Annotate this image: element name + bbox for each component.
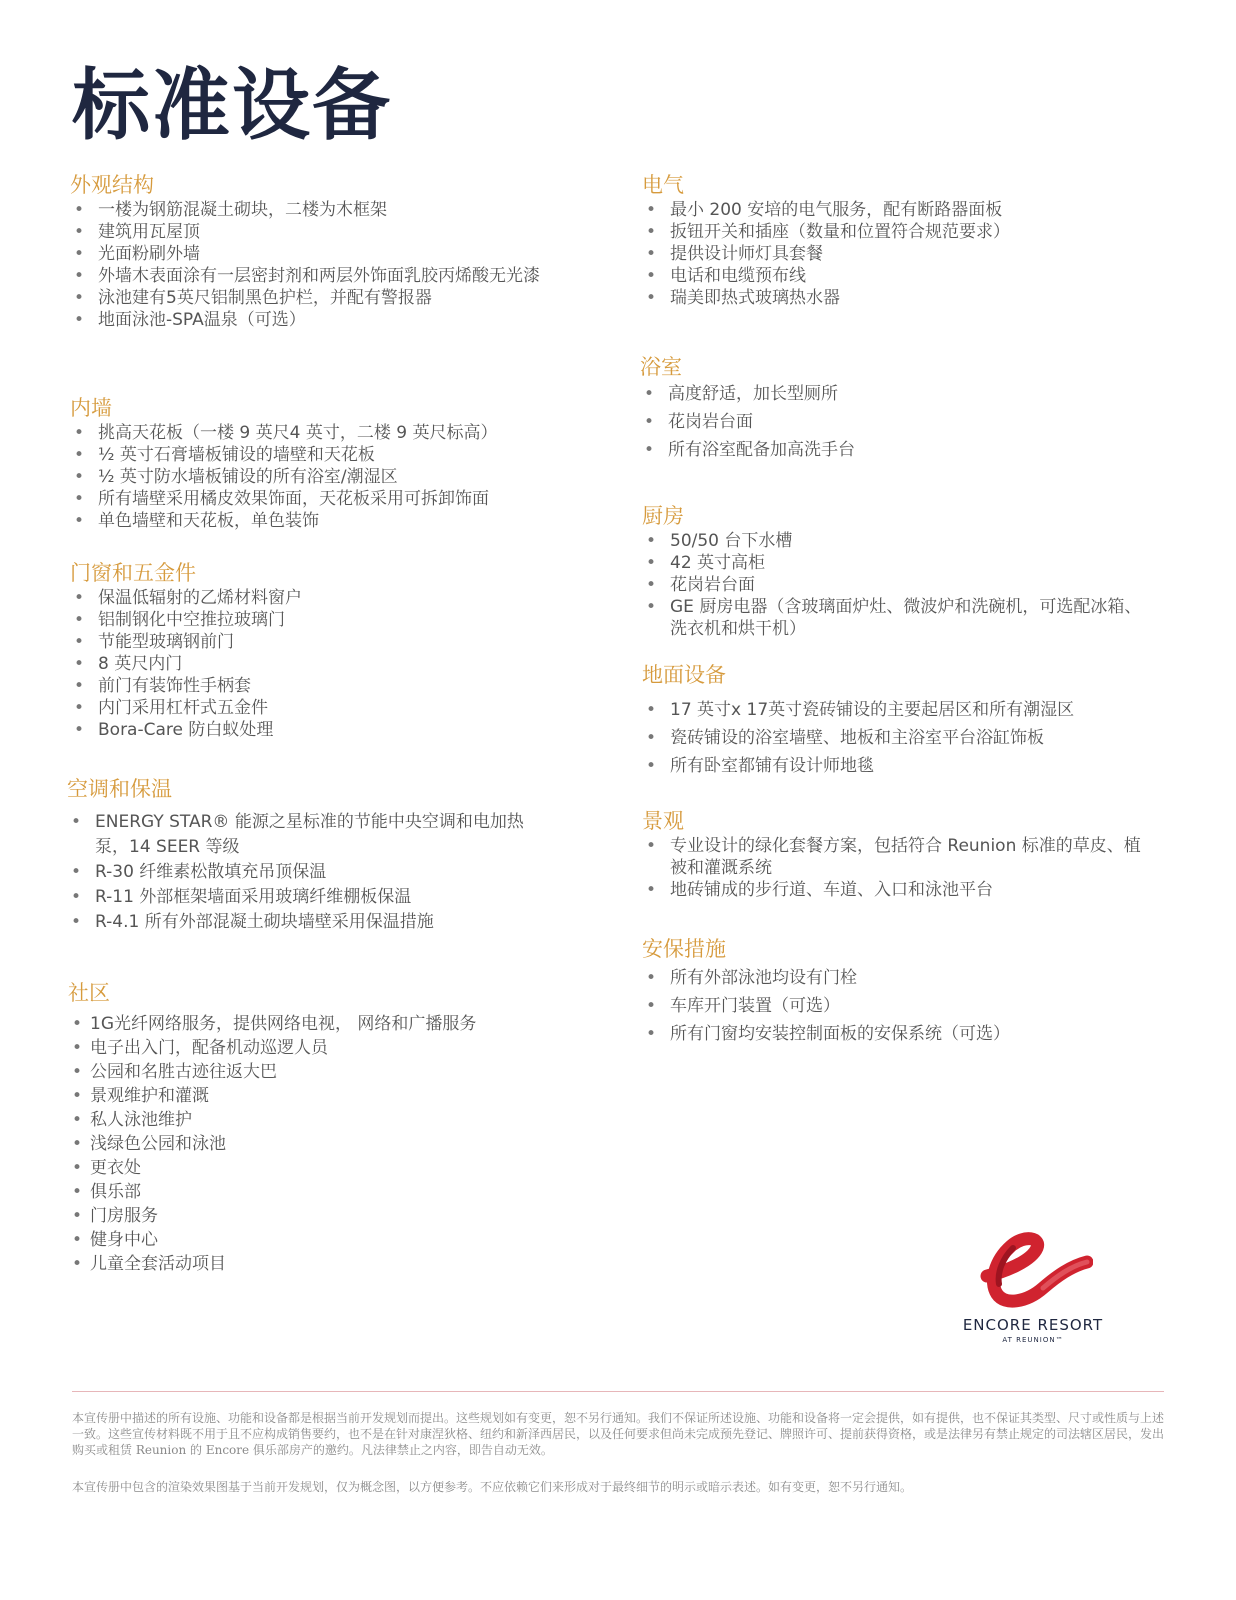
section-heading-security: 安保措施 <box>642 937 726 961</box>
list-item: • ½ 英寸石膏墙板铺设的墙壁和天花板 <box>70 444 590 466</box>
list-item: • ENERGY STAR® 能源之星标准的节能中央空调和电加热泵，14 SEER 等级 <box>67 810 549 860</box>
footer-divider <box>72 1391 1164 1392</box>
list-item: • 光面粉刷外墙 <box>70 243 570 265</box>
list-item: • 42 英寸高柜 <box>642 552 1152 574</box>
section-landscape <box>642 808 1152 901</box>
disclaimer-paragraph-1: 本宣传册中描述的所有设施、功能和设备都是根据当前开发规划而提出。这些规划如有变更，恕不另行通知。我们不保证所述设施、功能和设备将一定会提供，如有提供，也不保证其类型、尺寸或性质与上述一致。这些宣传材料既不用于且不应构成销售要约，也不是在针对康涅狄格、纽约和新泽西居民，以及任何要求但尚未完成预先登记、牌照许可、提前获得资格，或是法律另有禁止规定的司法辖区居民，发出购买或租赁 Reunion 的 Encore 俱乐部房产的邀约。凡法律禁止之内容，即告自动无效。 <box>72 1411 1165 1457</box>
list-item: • 50/50 台下水槽 <box>642 530 1152 552</box>
community-list <box>68 1012 568 1276</box>
bathroom-list <box>640 380 1160 464</box>
list-item: • 铝制钢化中空推拉玻璃门 <box>70 609 570 631</box>
list-item: • 1G光纤网络服务，提供网络电视， 网络和广播服务 <box>68 1012 568 1036</box>
list-item: • 高度舒适，加长型厕所 <box>640 380 1160 408</box>
list-item: • 电话和电缆预布线 <box>642 265 1162 287</box>
list-item: • 前门有装饰性手柄套 <box>70 675 570 697</box>
section-heading-kitchen: 厨房 <box>642 504 684 528</box>
list-item: • 17 英寸x 17英寸瓷砖铺设的主要起居区和所有潮湿区 <box>642 696 1162 724</box>
list-item: • 所有浴室配备加高洗手台 <box>640 436 1160 464</box>
list-item: • 挑高天花板（一楼 9 英尺4 英寸，二楼 9 英尺标高） <box>70 422 590 444</box>
list-item: • 公园和名胜古迹往返大巴 <box>68 1060 568 1084</box>
list-item: • 更衣处 <box>68 1156 568 1180</box>
section-heading-community: 社区 <box>68 981 110 1005</box>
list-item: • 瓷砖铺设的浴室墙壁、地板和主浴室平台浴缸饰板 <box>642 724 1162 752</box>
list-item: • R-11 外部框架墙面采用玻璃纤维棚板保温 <box>67 885 549 910</box>
list-item: • 建筑用瓦屋顶 <box>70 221 570 243</box>
section-heading-hvac: 空调和保温 <box>67 777 172 801</box>
list-item: • 内门采用杠杆式五金件 <box>70 697 570 719</box>
list-item: • 一楼为钢筋混凝土砌块，二楼为木框架 <box>70 199 570 221</box>
list-item: • 车库开门装置（可选） <box>642 992 1162 1020</box>
list-item: • 瑞美即热式玻璃热水器 <box>642 287 1162 309</box>
list-item: • 地砖铺成的步行道、车道、入口和泳池平台 <box>642 879 1152 901</box>
section-kitchen <box>642 503 1152 640</box>
section-heading-exterior: 外观结构 <box>70 173 154 197</box>
list-item: • 提供设计师灯具套餐 <box>642 243 1162 265</box>
section-heading-electrical: 电气 <box>642 173 684 197</box>
list-item: • 外墙木表面涂有一层密封剂和两层外饰面乳胶丙烯酸无光漆 <box>70 265 570 287</box>
kitchen-list <box>642 530 1152 640</box>
security-list <box>642 964 1162 1048</box>
doors-list <box>70 587 570 741</box>
section-community <box>68 980 568 1276</box>
flooring-list <box>642 696 1162 780</box>
section-heading-landscape: 景观 <box>642 809 684 833</box>
section-heading-interior: 内墙 <box>70 396 112 420</box>
list-item: • R-4.1 所有外部混凝土砌块墙壁采用保温措施 <box>67 910 549 935</box>
list-item: • 所有卧室都铺有设计师地毯 <box>642 752 1162 780</box>
exterior-list <box>70 199 570 331</box>
list-item: • 最小 200 安培的电气服务，配有断路器面板 <box>642 199 1162 221</box>
encore-script-e-icon <box>973 1232 1093 1312</box>
list-item: • 景观维护和灌溉 <box>68 1084 568 1108</box>
list-item: • 俱乐部 <box>68 1180 568 1204</box>
list-item: • 保温低辐射的乙烯材料窗户 <box>70 587 570 609</box>
list-item: • 节能型玻璃钢前门 <box>70 631 570 653</box>
list-item: • R-30 纤维素松散填充吊顶保温 <box>67 860 549 885</box>
list-item: • 健身中心 <box>68 1228 568 1252</box>
list-item: • 儿童全套活动项目 <box>68 1252 568 1276</box>
section-heading-flooring: 地面设备 <box>642 663 726 687</box>
list-item: • 泳池建有5英尺铝制黑色护栏，并配有警报器 <box>70 287 570 309</box>
list-item: • 所有门窗均安装控制面板的安保系统（可选） <box>642 1020 1162 1048</box>
section-heading-bathroom: 浴室 <box>640 355 682 379</box>
list-item: • ½ 英寸防水墙板铺设的所有浴室/潮湿区 <box>70 466 590 488</box>
section-bathroom <box>640 354 1160 464</box>
list-item: • 地面泳池-SPA温泉（可选） <box>70 309 570 331</box>
section-heading-doors: 门窗和五金件 <box>70 561 196 585</box>
logo-name: ENCORE RESORT <box>962 1316 1104 1334</box>
encore-resort-logo <box>948 1232 1118 1344</box>
list-item: • 所有外部泳池均设有门栓 <box>642 964 1162 992</box>
list-item: • GE 厨房电器（含玻璃面炉灶、微波炉和洗碗机，可选配冰箱、洗衣机和烘干机） <box>642 596 1152 640</box>
list-item: • 花岗岩台面 <box>640 408 1160 436</box>
section-hvac <box>67 776 549 935</box>
electrical-list <box>642 199 1162 309</box>
landscape-list <box>642 835 1152 901</box>
section-security <box>642 936 1162 1048</box>
section-exterior <box>70 172 570 331</box>
list-item: • 扳钮开关和插座（数量和位置符合规范要求） <box>642 221 1162 243</box>
list-item: • 专业设计的绿化套餐方案，包括符合 Reunion 标准的草皮、植被和灌溉系统 <box>642 835 1152 879</box>
interior-list <box>70 422 590 532</box>
list-item: • 私人泳池维护 <box>68 1108 568 1132</box>
list-item: • 电子出入门，配备机动巡逻人员 <box>68 1036 568 1060</box>
list-item: • Bora-Care 防白蚁处理 <box>70 719 570 741</box>
hvac-list <box>67 810 549 935</box>
page-title: 标准设备 <box>72 61 393 151</box>
list-item: • 门房服务 <box>68 1204 568 1228</box>
list-item: • 浅绿色公园和泳池 <box>68 1132 568 1156</box>
section-interior <box>70 395 590 532</box>
list-item: • 8 英尺内门 <box>70 653 570 675</box>
section-flooring <box>642 662 1162 780</box>
section-electrical <box>642 172 1162 309</box>
list-item: • 所有墙壁采用橘皮效果饰面，天花板采用可拆卸饰面 <box>70 488 590 510</box>
logo-subtitle: AT REUNION™ <box>1002 1336 1064 1344</box>
section-doors <box>70 560 570 741</box>
disclaimer-paragraph-2: 本宣传册中包含的渲染效果图基于当前开发规划，仅为概念图，以方便参考。不应依赖它们来形成对于最终细节的明示或暗示表述。如有变更，恕不另行通知。 <box>72 1480 913 1494</box>
list-item: • 花岗岩台面 <box>642 574 1152 596</box>
list-item: • 单色墙壁和天花板，单色装饰 <box>70 510 590 532</box>
